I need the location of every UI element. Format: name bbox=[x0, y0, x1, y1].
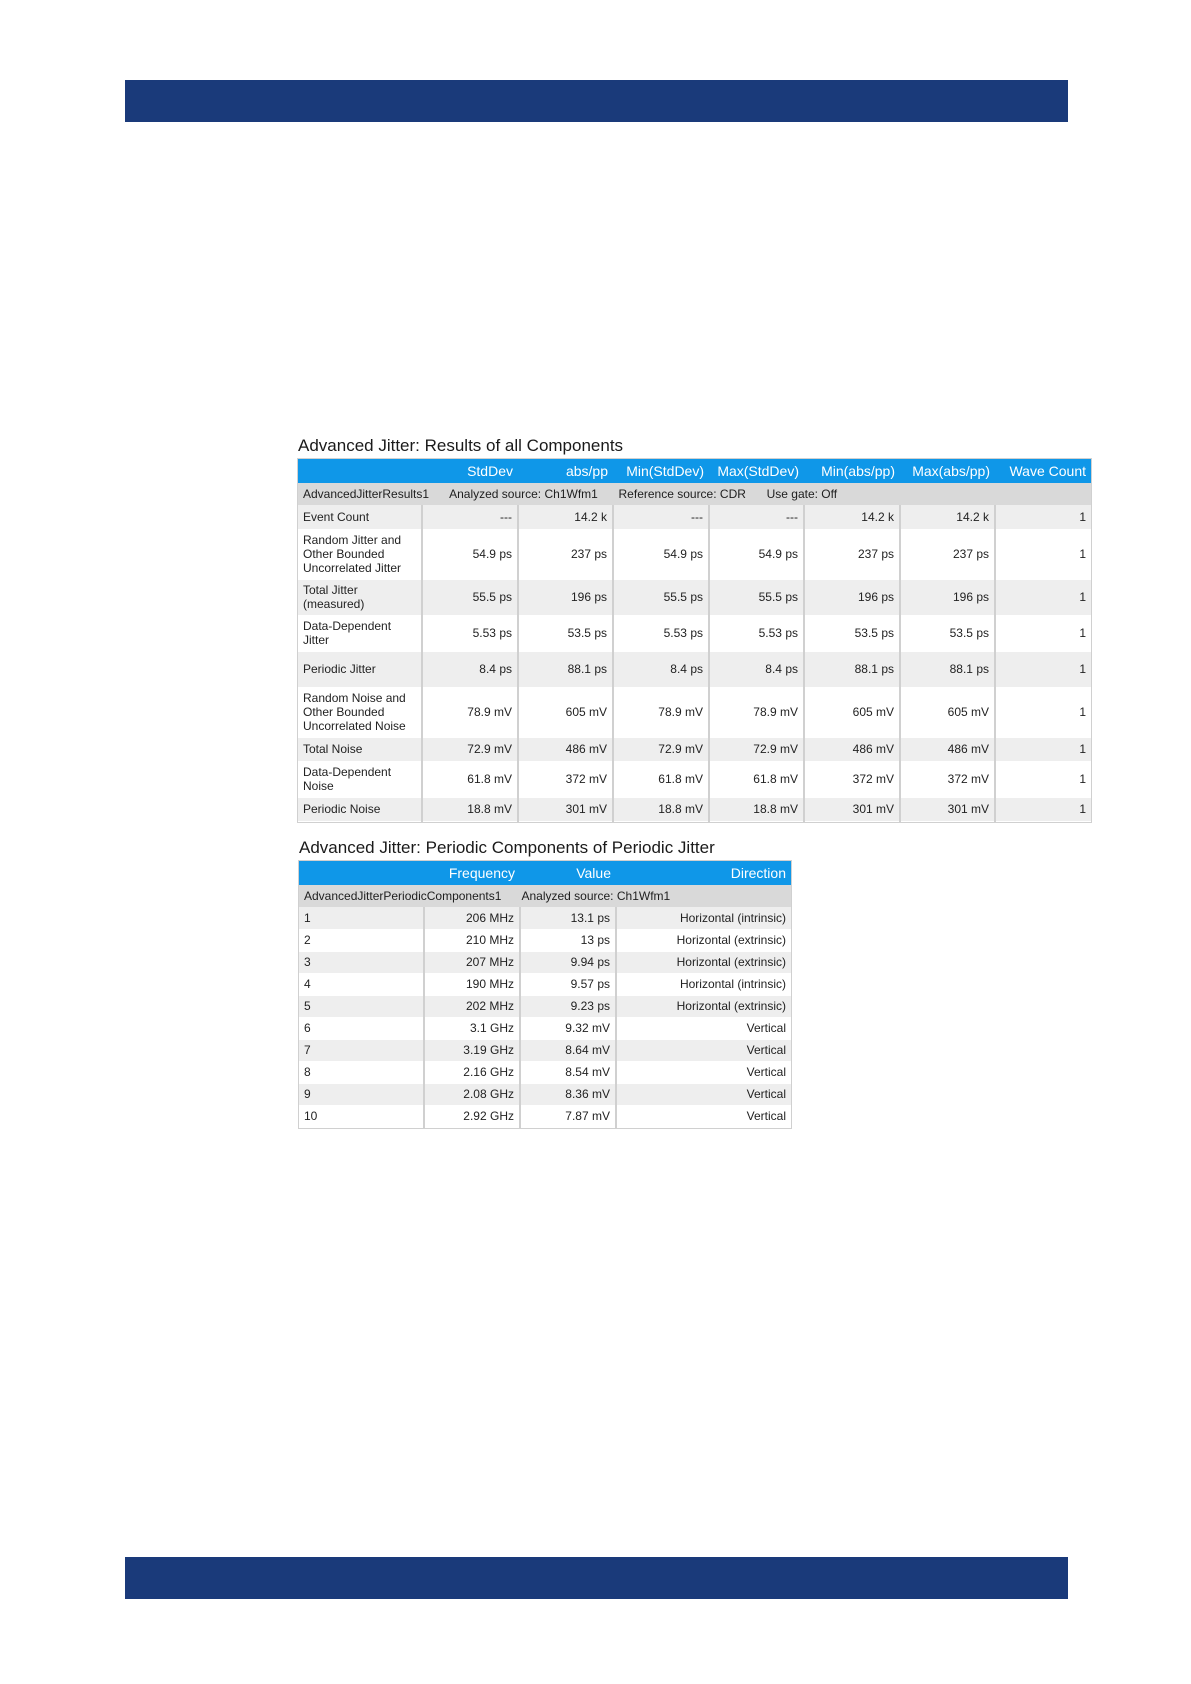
table-cell: 9.23 ps bbox=[520, 995, 616, 1017]
table-row bbox=[299, 929, 791, 951]
table-cell: 1 bbox=[995, 687, 1091, 737]
table-cell: 486 mV bbox=[804, 737, 900, 761]
table-cell: 9.57 ps bbox=[520, 973, 616, 995]
table-cell: Horizontal (extrinsic) bbox=[616, 929, 791, 951]
table-row bbox=[299, 1105, 791, 1127]
table-cell: 72.9 mV bbox=[709, 737, 804, 761]
table-cell: 1 bbox=[995, 761, 1091, 797]
table-cell: 61.8 mV bbox=[709, 761, 804, 797]
table-row bbox=[299, 973, 791, 995]
row-label-cell: Data-Dependent Noise bbox=[298, 761, 422, 797]
table-cell: 237 ps bbox=[518, 529, 613, 579]
table-cell: 190 MHz bbox=[424, 973, 520, 995]
table-cell: --- bbox=[613, 505, 709, 529]
table-cell: 486 mV bbox=[900, 737, 995, 761]
column-header bbox=[298, 459, 422, 483]
table-cell: 1 bbox=[995, 529, 1091, 579]
row-label-cell: Random Noise and Other Bounded Uncorrelated Noise bbox=[298, 687, 422, 737]
table-cell: 1 bbox=[995, 797, 1091, 821]
table-cell: 72.9 mV bbox=[422, 737, 518, 761]
table-row bbox=[299, 951, 791, 973]
column-header-max-abs-pp: Max(abs/pp) bbox=[900, 459, 995, 483]
column-header-min-stddev: Min(StdDev) bbox=[613, 459, 709, 483]
table-cell: 78.9 mV bbox=[613, 687, 709, 737]
analyzed-source: Analyzed source: Ch1Wfm1 bbox=[521, 889, 671, 903]
table-row bbox=[298, 761, 1091, 797]
table-cell: 8.4 ps bbox=[709, 651, 804, 687]
table-cell: --- bbox=[422, 505, 518, 529]
table-row bbox=[298, 651, 1091, 687]
table-cell: 78.9 mV bbox=[709, 687, 804, 737]
row-label-cell: 6 bbox=[299, 1017, 424, 1039]
row-label-cell: 10 bbox=[299, 1105, 424, 1127]
table-cell: Vertical bbox=[616, 1039, 791, 1061]
row-label-cell: 9 bbox=[299, 1083, 424, 1105]
table-cell: Horizontal (intrinsic) bbox=[616, 907, 791, 929]
row-label-cell: Event Count bbox=[298, 505, 422, 529]
table-cell: 1 bbox=[995, 579, 1091, 615]
table-row bbox=[298, 797, 1091, 821]
table-cell: 301 mV bbox=[900, 797, 995, 821]
table-cell: 88.1 ps bbox=[900, 651, 995, 687]
column-header-min-abs-pp: Min(abs/pp) bbox=[804, 459, 900, 483]
periodic-components-table bbox=[299, 861, 791, 1128]
table-cell: 486 mV bbox=[518, 737, 613, 761]
table-cell: 1 bbox=[995, 615, 1091, 651]
analyzed-source: Analyzed source: Ch1Wfm1 bbox=[449, 487, 598, 501]
table-row bbox=[298, 505, 1091, 529]
table-cell: 55.5 ps bbox=[422, 579, 518, 615]
column-header bbox=[299, 861, 424, 885]
column-header-abs-pp: abs/pp bbox=[518, 459, 613, 483]
table-cell: 14.2 k bbox=[900, 505, 995, 529]
table-cell: 2.08 GHz bbox=[424, 1083, 520, 1105]
table-cell: 202 MHz bbox=[424, 995, 520, 1017]
table-cell: 5.53 ps bbox=[422, 615, 518, 651]
row-label-cell: Total Noise bbox=[298, 737, 422, 761]
table-cell: 605 mV bbox=[518, 687, 613, 737]
table-cell: --- bbox=[709, 505, 804, 529]
table-cell: 372 mV bbox=[900, 761, 995, 797]
table-cell: 605 mV bbox=[804, 687, 900, 737]
table-cell: Horizontal (intrinsic) bbox=[616, 973, 791, 995]
table-cell: 5.53 ps bbox=[709, 615, 804, 651]
table-cell: 1 bbox=[995, 737, 1091, 761]
table-cell: 8.4 ps bbox=[613, 651, 709, 687]
reference-source: Reference source: CDR bbox=[618, 487, 746, 501]
footer-band bbox=[125, 1557, 1068, 1599]
table-cell: 8.4 ps bbox=[422, 651, 518, 687]
row-label-cell: 5 bbox=[299, 995, 424, 1017]
table-row bbox=[298, 579, 1091, 615]
table-row bbox=[298, 737, 1091, 761]
table-header-row bbox=[298, 459, 1091, 483]
table-cell: 237 ps bbox=[804, 529, 900, 579]
header-band bbox=[125, 80, 1068, 122]
jitter-results-table bbox=[298, 459, 1091, 822]
table-cell: 2.92 GHz bbox=[424, 1105, 520, 1127]
table-cell: 237 ps bbox=[900, 529, 995, 579]
row-label-cell: 1 bbox=[299, 907, 424, 929]
table-cell: 18.8 mV bbox=[422, 797, 518, 821]
table-cell: 88.1 ps bbox=[804, 651, 900, 687]
column-header-wave-count: Wave Count bbox=[995, 459, 1091, 483]
table-cell: 13.1 ps bbox=[520, 907, 616, 929]
row-label-cell: Data-Dependent Jitter bbox=[298, 615, 422, 651]
row-label-cell: 2 bbox=[299, 929, 424, 951]
row-label-cell: Total Jitter (measured) bbox=[298, 579, 422, 615]
table-cell: 55.5 ps bbox=[709, 579, 804, 615]
table-row bbox=[299, 1061, 791, 1083]
table-cell: 301 mV bbox=[518, 797, 613, 821]
table-cell: 53.5 ps bbox=[804, 615, 900, 651]
table-cell: 301 mV bbox=[804, 797, 900, 821]
periodic-name: AdvancedJitterPeriodicComponents1 bbox=[304, 889, 502, 903]
table-cell: 54.9 ps bbox=[613, 529, 709, 579]
column-header-frequency: Frequency bbox=[424, 861, 520, 885]
column-header-value: Value bbox=[520, 861, 616, 885]
column-header-stddev: StdDev bbox=[422, 459, 518, 483]
table-cell: 207 MHz bbox=[424, 951, 520, 973]
table-meta-row bbox=[299, 885, 791, 907]
table-cell: 7.87 mV bbox=[520, 1105, 616, 1127]
row-label-cell: 7 bbox=[299, 1039, 424, 1061]
table-cell: 206 MHz bbox=[424, 907, 520, 929]
table-cell: 61.8 mV bbox=[613, 761, 709, 797]
results-name: AdvancedJitterResults1 bbox=[303, 487, 430, 501]
table-cell: 5.53 ps bbox=[613, 615, 709, 651]
table-cell: Horizontal (extrinsic) bbox=[616, 951, 791, 973]
table-cell: 1 bbox=[995, 505, 1091, 529]
table-cell: 18.8 mV bbox=[613, 797, 709, 821]
periodic-table-title: Advanced Jitter: Periodic Components of Periodic Jitter bbox=[299, 838, 715, 857]
table-cell: Horizontal (extrinsic) bbox=[616, 995, 791, 1017]
table-cell: 372 mV bbox=[518, 761, 613, 797]
table-cell: 54.9 ps bbox=[422, 529, 518, 579]
table-row bbox=[298, 687, 1091, 737]
table-cell: Vertical bbox=[616, 1017, 791, 1039]
table-cell: 55.5 ps bbox=[613, 579, 709, 615]
row-label-cell: 3 bbox=[299, 951, 424, 973]
table-cell: 8.64 mV bbox=[520, 1039, 616, 1061]
table-cell: 196 ps bbox=[900, 579, 995, 615]
table-cell: 8.54 mV bbox=[520, 1061, 616, 1083]
table-cell: 1 bbox=[995, 651, 1091, 687]
table-row bbox=[298, 529, 1091, 579]
table-cell: 53.5 ps bbox=[518, 615, 613, 651]
table-row bbox=[299, 907, 791, 929]
table-cell: 3.19 GHz bbox=[424, 1039, 520, 1061]
table-row bbox=[299, 1083, 791, 1105]
table-cell: 196 ps bbox=[518, 579, 613, 615]
table-cell: 54.9 ps bbox=[709, 529, 804, 579]
row-label-cell: 4 bbox=[299, 973, 424, 995]
table-cell: 53.5 ps bbox=[900, 615, 995, 651]
table-header-row bbox=[299, 861, 791, 885]
table-cell: 8.36 mV bbox=[520, 1083, 616, 1105]
table-cell: 605 mV bbox=[900, 687, 995, 737]
table-meta-row bbox=[298, 483, 1091, 505]
row-label-cell: Periodic Jitter bbox=[298, 651, 422, 687]
table-cell: 196 ps bbox=[804, 579, 900, 615]
table-cell: 18.8 mV bbox=[709, 797, 804, 821]
column-header-max-stddev: Max(StdDev) bbox=[709, 459, 804, 483]
table-cell: 3.1 GHz bbox=[424, 1017, 520, 1039]
table-cell: 88.1 ps bbox=[518, 651, 613, 687]
row-label-cell: 8 bbox=[299, 1061, 424, 1083]
row-label-cell: Random Jitter and Other Bounded Uncorrelated Jitter bbox=[298, 529, 422, 579]
table-cell: Vertical bbox=[616, 1061, 791, 1083]
table-cell: Vertical bbox=[616, 1105, 791, 1127]
table-cell: 78.9 mV bbox=[422, 687, 518, 737]
jitter-table-title: Advanced Jitter: Results of all Components bbox=[298, 436, 624, 455]
table-row bbox=[298, 615, 1091, 651]
table-cell: 210 MHz bbox=[424, 929, 520, 951]
row-label-cell: Periodic Noise bbox=[298, 797, 422, 821]
table-cell: 14.2 k bbox=[518, 505, 613, 529]
table-cell: Vertical bbox=[616, 1083, 791, 1105]
table-cell: 72.9 mV bbox=[613, 737, 709, 761]
use-gate: Use gate: Off bbox=[766, 487, 838, 501]
table-cell: 61.8 mV bbox=[422, 761, 518, 797]
column-header-direction: Direction bbox=[616, 861, 791, 885]
table-row bbox=[299, 1039, 791, 1061]
table-cell: 9.32 mV bbox=[520, 1017, 616, 1039]
table-cell: 14.2 k bbox=[804, 505, 900, 529]
table-row bbox=[299, 1017, 791, 1039]
table-cell: 9.94 ps bbox=[520, 951, 616, 973]
table-row bbox=[299, 995, 791, 1017]
table-cell: 13 ps bbox=[520, 929, 616, 951]
table-cell: 372 mV bbox=[804, 761, 900, 797]
table-cell: 2.16 GHz bbox=[424, 1061, 520, 1083]
